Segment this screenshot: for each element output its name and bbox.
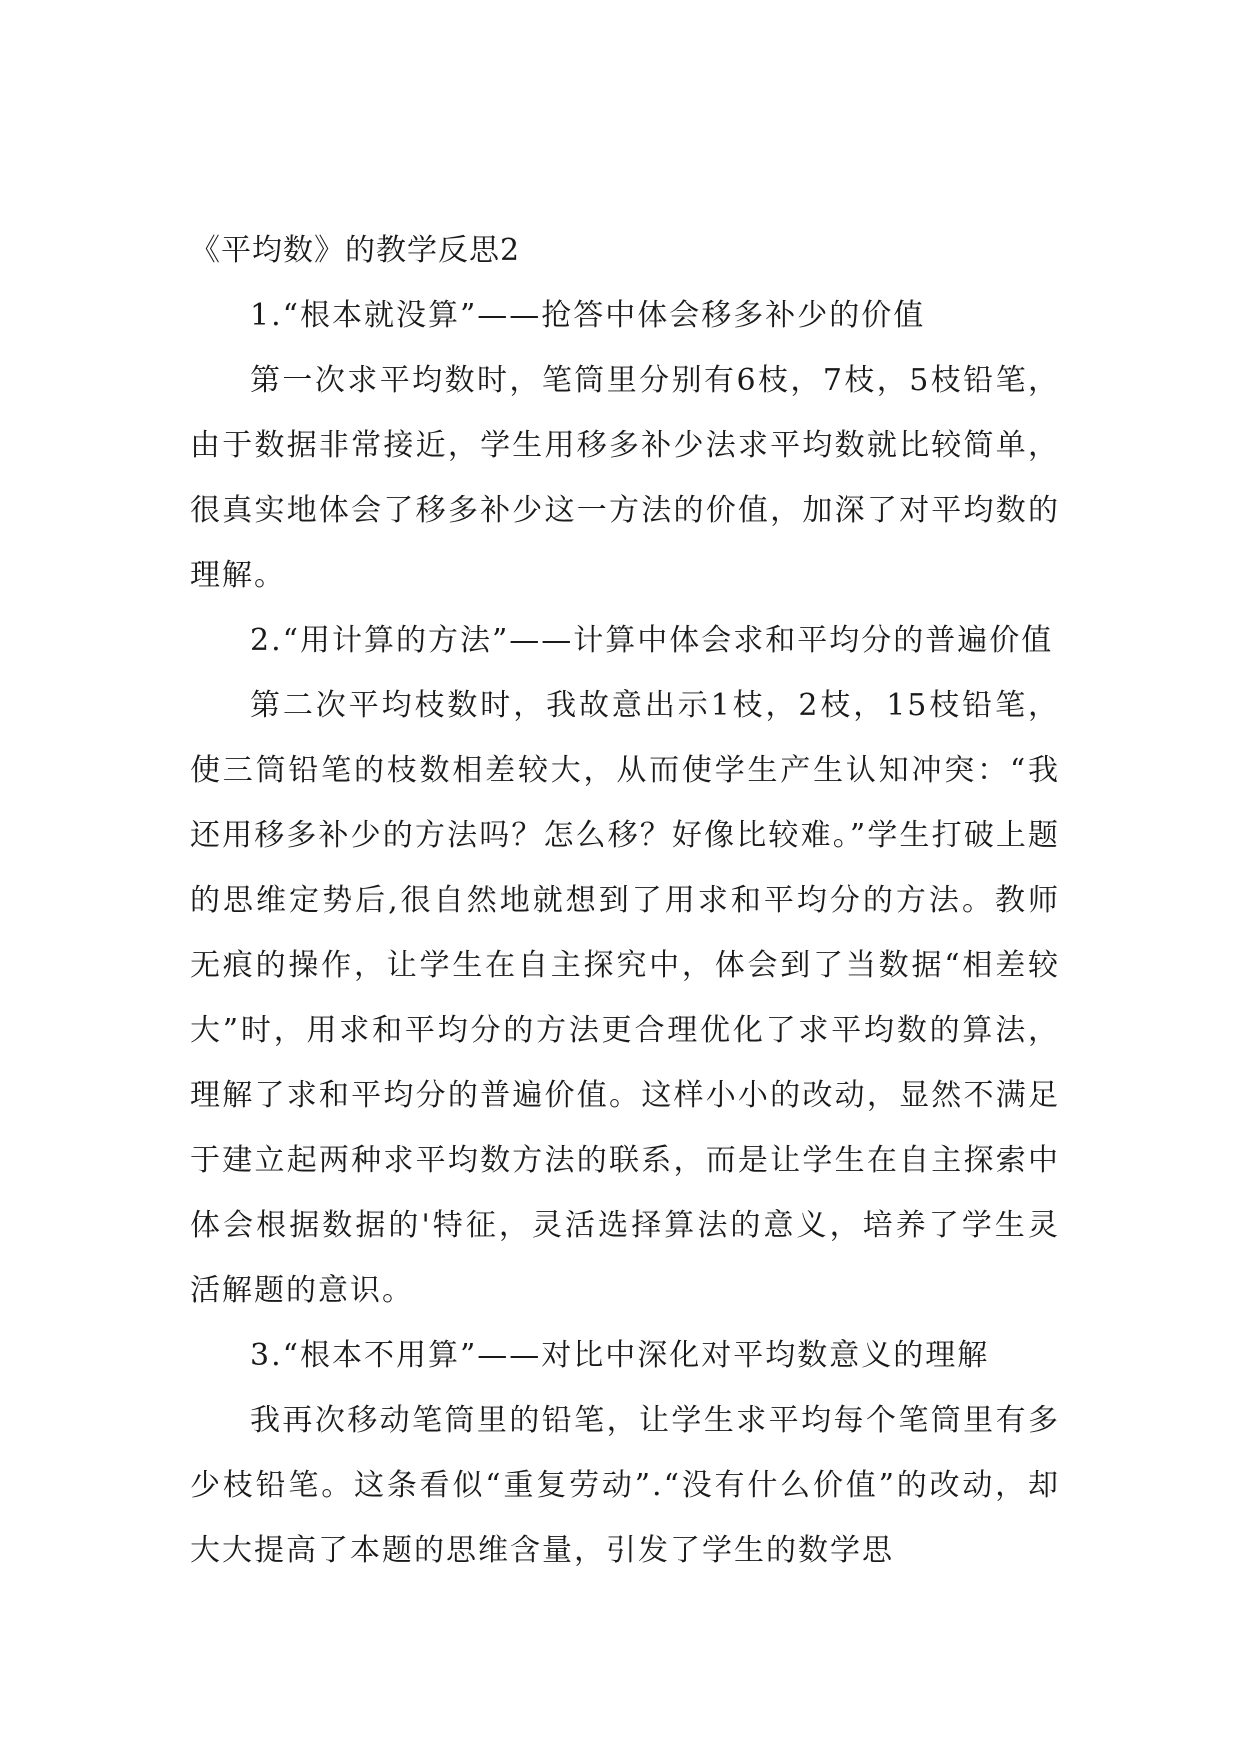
- paragraph-heading-2: 2.“用计算的方法”——计算中体会求和平均分的普遍价值: [250, 623, 1054, 658]
- paragraph-body-2: 第二次平均枝数时，我故意出示1枝，2枝，15枝铅笔，使三筒铅笔的枝数相差较大，从而使学生产生认知冲突：“我还用移多补少的方法吗？怎么移？好像比较难。”学生打破上题的思维定势后,很自然地就想到了用求和平均分的方法。教师无痕的操作，让学生在自主探究中，体会到了当数据“相差较大”时，用求和平均分的方法更合理优化了求平均数的算法，理解了求和平均分的普遍价值。这样小小的改动，显然不满足于建立起两种求平均数方法的联系，而是让学生在自主探索中体会根据数据的'特征，灵活选择算法的意义，培养了学生灵活解题的意识。: [190, 688, 1060, 1308]
- paragraph-heading-1: 1.“根本就没算”——抢答中体会移多补少的价值: [250, 298, 926, 333]
- paragraph-body-3: 我再次移动笔筒里的铅笔，让学生求平均每个笔筒里有多少枝铅笔。这条看似“重复劳动”.“没有什么价值”的改动，却大大提高了本题的思维含量，引发了学生的数学思: [190, 1403, 1060, 1568]
- paragraph-heading-3: 3.“根本不用算”——对比中深化对平均数意义的理解: [250, 1338, 990, 1373]
- document-title: 《平均数》的教学反思2: [190, 233, 521, 268]
- document-page: [190, 218, 1060, 1583]
- paragraph-body-1: 第一次求平均数时，笔筒里分别有6枝，7枝，5枝铅笔，由于数据非常接近，学生用移多补少法求平均数就比较简单，很真实地体会了移多补少这一方法的价值，加深了对平均数的理解。: [190, 363, 1060, 593]
